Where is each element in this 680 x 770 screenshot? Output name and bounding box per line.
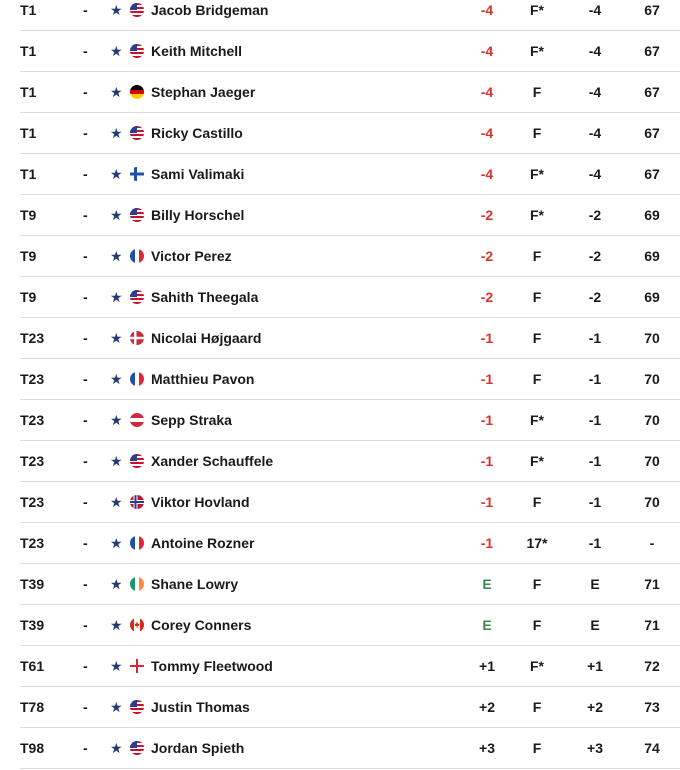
usa-flag-icon	[130, 700, 144, 714]
movement: -	[83, 2, 88, 18]
player-name[interactable]: Xander Schauffele	[151, 453, 274, 469]
player-name[interactable]: Sahith Theegala	[151, 289, 259, 305]
movement: -	[83, 330, 88, 346]
favorite-star-icon[interactable]: ★	[110, 494, 123, 510]
player-name[interactable]: Jordan Spieth	[151, 740, 245, 756]
thru: F*	[530, 658, 544, 674]
favorite-star-icon[interactable]: ★	[110, 617, 123, 633]
player-row[interactable]	[20, 441, 680, 482]
total-score: -2	[480, 289, 494, 305]
round-score: -4	[588, 43, 602, 59]
movement: -	[83, 412, 88, 428]
thru: F*	[530, 2, 544, 18]
favorite-star-icon[interactable]: ★	[110, 535, 123, 551]
round-score: -2	[588, 207, 602, 223]
france-flag-icon	[130, 372, 144, 386]
total-score: +1	[479, 658, 495, 674]
player-row[interactable]	[20, 359, 680, 400]
movement: -	[83, 699, 88, 715]
usa-flag-icon	[130, 741, 144, 755]
movement: -	[83, 740, 88, 756]
favorite-star-icon[interactable]: ★	[110, 166, 123, 182]
favorite-star-icon[interactable]: ★	[110, 2, 123, 18]
thru: 17*	[526, 535, 548, 551]
player-name[interactable]: Jacob Bridgeman	[151, 2, 269, 18]
total-score: -4	[480, 125, 494, 141]
thru: F	[532, 740, 542, 756]
player-row[interactable]	[20, 31, 680, 72]
player-name[interactable]: Ricky Castillo	[151, 125, 243, 141]
total-score: -1	[480, 330, 494, 346]
position: T9	[20, 289, 37, 305]
round-score: +1	[587, 658, 603, 674]
usa-flag-icon	[130, 290, 144, 304]
favorite-star-icon[interactable]: ★	[110, 43, 123, 59]
player-name[interactable]: Viktor Hovland	[151, 494, 250, 510]
usa-flag-icon	[130, 126, 144, 140]
position: T23	[20, 371, 45, 387]
player-row[interactable]	[20, 564, 680, 605]
position: T1	[20, 2, 37, 18]
total-score: -1	[480, 371, 494, 387]
round-score: E	[590, 617, 600, 633]
round-score: E	[590, 576, 600, 592]
strokes: 67	[644, 2, 660, 18]
movement: -	[83, 494, 88, 510]
round-score: -1	[588, 494, 602, 510]
favorite-star-icon[interactable]: ★	[110, 740, 123, 756]
movement: -	[83, 207, 88, 223]
player-row[interactable]	[20, 318, 680, 359]
player-row[interactable]	[20, 236, 680, 277]
finland-flag-icon	[130, 167, 144, 181]
player-row[interactable]	[20, 523, 680, 564]
thru: F	[532, 330, 542, 346]
usa-flag-icon	[130, 208, 144, 222]
round-score: -2	[588, 248, 602, 264]
thru: F*	[530, 207, 544, 223]
strokes: 67	[644, 43, 660, 59]
favorite-star-icon[interactable]: ★	[110, 330, 123, 346]
round-score: -1	[588, 453, 602, 469]
player-row[interactable]	[20, 687, 680, 728]
player-name[interactable]: Tommy Fleetwood	[151, 658, 273, 674]
player-row[interactable]	[20, 605, 680, 646]
position: T1	[20, 166, 37, 182]
total-score: -4	[480, 166, 494, 182]
position: T1	[20, 125, 37, 141]
movement: -	[83, 166, 88, 182]
favorite-star-icon[interactable]: ★	[110, 289, 123, 305]
norway-flag-icon	[130, 495, 144, 509]
total-score: -4	[480, 84, 494, 100]
position: T1	[20, 84, 37, 100]
england-flag-icon	[130, 659, 144, 673]
movement: -	[83, 617, 88, 633]
player-name[interactable]: Shane Lowry	[151, 576, 239, 592]
movement: -	[83, 371, 88, 387]
player-name[interactable]: Sepp Straka	[151, 412, 232, 428]
thru: F*	[530, 412, 544, 428]
usa-flag-icon	[130, 44, 144, 58]
player-name[interactable]: Billy Horschel	[151, 207, 245, 223]
favorite-star-icon[interactable]: ★	[110, 371, 123, 387]
position: T23	[20, 453, 45, 469]
ireland-flag-icon	[130, 577, 144, 591]
position: T39	[20, 617, 45, 633]
canada-flag-icon	[130, 618, 144, 632]
total-score: -1	[480, 494, 494, 510]
total-score: -2	[480, 248, 494, 264]
usa-flag-icon	[130, 454, 144, 468]
player-name[interactable]: Antoine Rozner	[151, 535, 255, 551]
player-row[interactable]	[20, 154, 680, 195]
position: T9	[20, 207, 37, 223]
thru: F*	[530, 43, 544, 59]
total-score: E	[482, 576, 492, 592]
player-row[interactable]	[20, 72, 680, 113]
thru: F	[532, 494, 542, 510]
round-score: -2	[588, 289, 602, 305]
round-score: -4	[588, 84, 602, 100]
round-score: -1	[588, 535, 602, 551]
france-flag-icon	[130, 249, 144, 263]
thru: F*	[530, 453, 544, 469]
favorite-star-icon[interactable]: ★	[110, 207, 123, 223]
strokes: 70	[644, 330, 660, 346]
thru: F	[532, 125, 542, 141]
position: T1	[20, 43, 37, 59]
round-score: -4	[588, 125, 602, 141]
movement: -	[83, 84, 88, 100]
thru: F	[532, 289, 542, 305]
total-score: -1	[480, 412, 494, 428]
total-score: +2	[479, 699, 495, 715]
player-name[interactable]: Keith Mitchell	[151, 43, 243, 59]
favorite-star-icon[interactable]: ★	[110, 576, 123, 592]
position: T39	[20, 576, 45, 592]
strokes: 67	[644, 166, 660, 182]
favorite-star-icon[interactable]: ★	[110, 412, 123, 428]
player-name[interactable]: Corey Conners	[151, 617, 252, 633]
player-row[interactable]	[20, 646, 680, 687]
position: T23	[20, 494, 45, 510]
position: T61	[20, 658, 45, 674]
thru: F*	[530, 166, 544, 182]
denmark-flag-icon	[130, 331, 144, 345]
favorite-star-icon[interactable]: ★	[110, 84, 123, 100]
position: T23	[20, 412, 45, 428]
strokes: 70	[644, 412, 660, 428]
movement: -	[83, 248, 88, 264]
player-name[interactable]: Stephan Jaeger	[151, 84, 256, 100]
thru: F	[532, 84, 542, 100]
round-score: -1	[588, 412, 602, 428]
thru: F	[532, 617, 542, 633]
movement: -	[83, 535, 88, 551]
player-row[interactable]	[20, 277, 680, 318]
player-row[interactable]	[20, 0, 680, 31]
strokes: 70	[644, 494, 660, 510]
total-score: +3	[479, 740, 495, 756]
player-name[interactable]: Nicolai Højgaard	[151, 330, 262, 346]
favorite-star-icon[interactable]: ★	[110, 125, 123, 141]
player-row[interactable]	[20, 728, 680, 769]
round-score: -4	[588, 2, 602, 18]
player-name[interactable]: Sami Valimaki	[151, 166, 245, 182]
movement: -	[83, 658, 88, 674]
player-row[interactable]	[20, 400, 680, 441]
movement: -	[83, 453, 88, 469]
strokes: 74	[644, 740, 660, 756]
strokes: 73	[644, 699, 660, 715]
strokes: 72	[644, 658, 660, 674]
favorite-star-icon[interactable]: ★	[110, 453, 123, 469]
thru: F	[532, 248, 542, 264]
movement: -	[83, 125, 88, 141]
strokes: 67	[644, 125, 660, 141]
strokes: -	[649, 535, 655, 551]
strokes: 70	[644, 371, 660, 387]
total-score: -2	[480, 207, 494, 223]
strokes: 69	[644, 289, 660, 305]
total-score: -1	[480, 453, 494, 469]
round-score: -4	[588, 166, 602, 182]
round-score: +2	[587, 699, 603, 715]
thru: F	[532, 371, 542, 387]
round-score: +3	[587, 740, 603, 756]
position: T23	[20, 535, 45, 551]
usa-flag-icon	[130, 3, 144, 17]
total-score: -1	[480, 535, 494, 551]
strokes: 69	[644, 248, 660, 264]
strokes: 70	[644, 453, 660, 469]
favorite-star-icon[interactable]: ★	[110, 658, 123, 674]
player-row[interactable]	[20, 113, 680, 154]
strokes: 71	[644, 576, 660, 592]
movement: -	[83, 43, 88, 59]
strokes: 71	[644, 617, 660, 633]
position: T23	[20, 330, 45, 346]
player-name[interactable]: Victor Perez	[151, 248, 232, 264]
player-name[interactable]: Matthieu Pavon	[151, 371, 255, 387]
player-name[interactable]: Justin Thomas	[151, 699, 250, 715]
movement: -	[83, 289, 88, 305]
thru: F	[532, 699, 542, 715]
austria-flag-icon	[130, 413, 144, 427]
position: T78	[20, 699, 45, 715]
movement: -	[83, 576, 88, 592]
strokes: 67	[644, 84, 660, 100]
total-score: -4	[480, 2, 494, 18]
favorite-star-icon[interactable]: ★	[110, 248, 123, 264]
thru: F	[532, 576, 542, 592]
position: T9	[20, 248, 37, 264]
total-score: -4	[480, 43, 494, 59]
position: T98	[20, 740, 45, 756]
player-row[interactable]	[20, 195, 680, 236]
player-row[interactable]	[20, 482, 680, 523]
strokes: 69	[644, 207, 660, 223]
round-score: -1	[588, 371, 602, 387]
round-score: -1	[588, 330, 602, 346]
france-flag-icon	[130, 536, 144, 550]
total-score: E	[482, 617, 492, 633]
germany-flag-icon	[130, 85, 144, 99]
favorite-star-icon[interactable]: ★	[110, 699, 123, 715]
